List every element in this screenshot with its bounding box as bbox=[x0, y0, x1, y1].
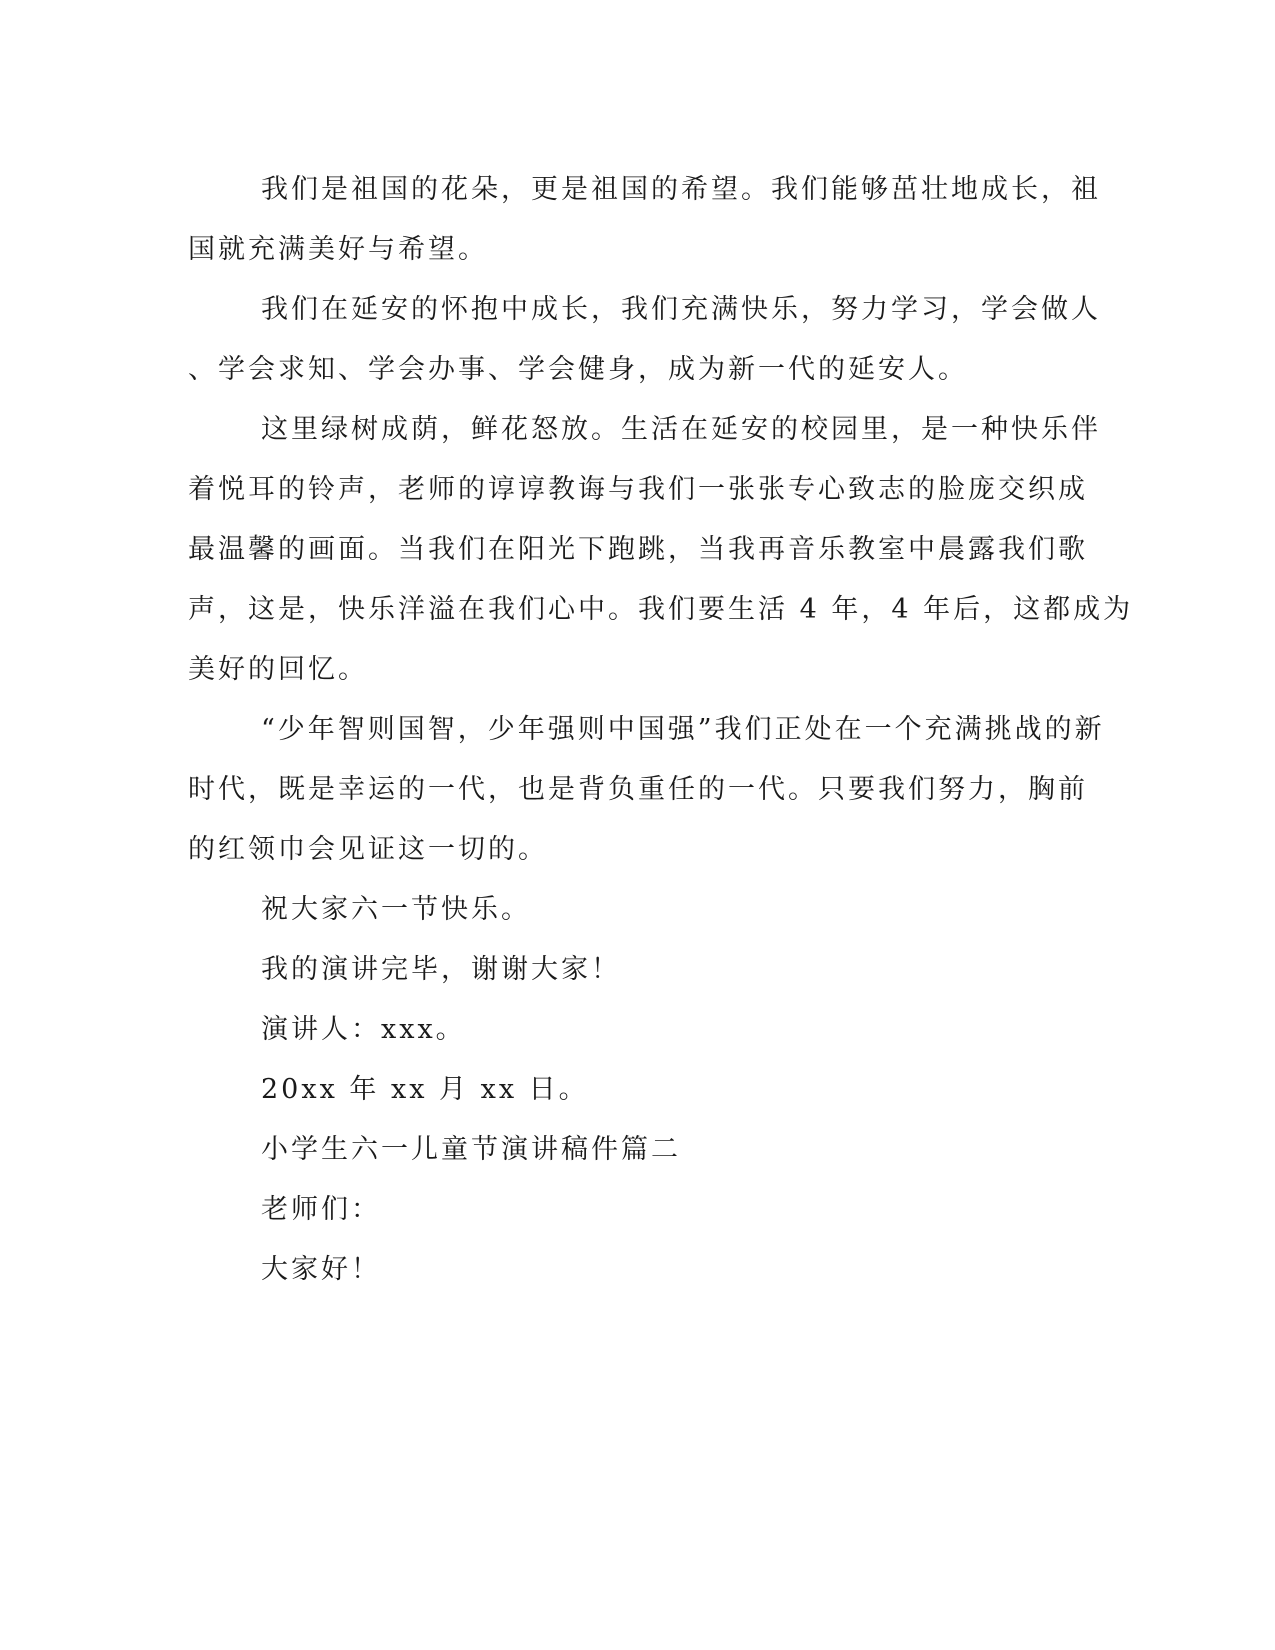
paragraph-greeting: 祝大家六一节快乐。 bbox=[261, 894, 531, 925]
text-line: 国就充满美好与希望。 bbox=[188, 234, 488, 265]
section-heading: 小学生六一儿童节演讲稿件篇二 bbox=[261, 1134, 681, 1165]
document-body bbox=[188, 160, 1134, 1300]
paragraph-hello: 大家好！ bbox=[261, 1254, 381, 1285]
paragraph-closing: 我的演讲完毕，谢谢大家！ bbox=[261, 954, 621, 985]
text-line: 最温馨的画面。当我们在阳光下跑跳，当我再音乐教室中晨露我们歌 bbox=[188, 534, 1088, 565]
paragraph-speaker: 演讲人：xxx。 bbox=[261, 1014, 466, 1045]
text-line: 我们在延安的怀抱中成长，我们充满快乐，努力学习，学会做人 bbox=[261, 294, 1101, 325]
paragraph-1 bbox=[188, 160, 1101, 280]
paragraph-date: 20xx 年 xx 月 xx 日。 bbox=[261, 1074, 589, 1105]
text-line: 时代，既是幸运的一代，也是背负重任的一代。只要我们努力，胸前 bbox=[188, 774, 1088, 805]
paragraph-salutation: 老师们： bbox=[261, 1194, 381, 1225]
paragraph-2 bbox=[188, 280, 1101, 400]
paragraph-4 bbox=[188, 700, 1105, 880]
text-line: 美好的回忆。 bbox=[188, 654, 368, 685]
text-line: 着悦耳的铃声，老师的谆谆教诲与我们一张张专心致志的脸庞交织成 bbox=[188, 474, 1088, 505]
text-line: 我们是祖国的花朵，更是祖国的希望。我们能够茁壮地成长，祖 bbox=[261, 174, 1101, 205]
text-line: 、学会求知、学会办事、学会健身，成为新一代的延安人。 bbox=[188, 354, 968, 385]
text-line: “少年智则国智，少年强则中国强”我们正处在一个充满挑战的新 bbox=[261, 714, 1105, 745]
text-line: 这里绿树成荫，鲜花怒放。生活在延安的校园里，是一种快乐伴 bbox=[261, 414, 1101, 445]
paragraph-3 bbox=[188, 400, 1134, 700]
text-line: 的红领巾会见证这一切的。 bbox=[188, 834, 548, 865]
text-line: 声，这是，快乐洋溢在我们心中。我们要生活 4 年，4 年后，这都成为 bbox=[188, 594, 1134, 625]
